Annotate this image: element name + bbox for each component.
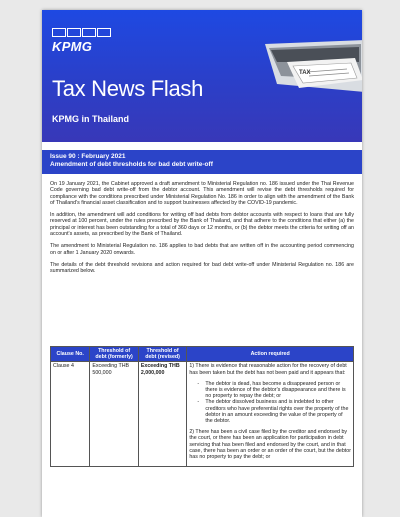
header-former: Threshold of debt (formerly) [90, 347, 138, 362]
header-revised: Threshold of debt (revised) [138, 347, 186, 362]
issue-bar [42, 150, 362, 174]
paragraph: In addition, the amendment will add conditions for writing off bad debts from debtor accounts with respect to loans that are fully reserved at 100 percent, under the rules prescribed by the Bank of Thailand, and that adhere to the conditions that either (a) the principal or interest has been outstanding for a total of 360 days or 12 months, or (b) the debtor meets the criteria for writing off an account's assets, as prescribed by the Bank of Thailand. [50, 212, 354, 238]
table-header-row [51, 347, 354, 362]
header-clause: Clause No. [51, 347, 90, 362]
article-body [50, 181, 354, 281]
action-item-1: 1) There is evidence that reasonable action for the recovery of debt has been taken but the debt has not been paid and it appears that: [189, 363, 347, 376]
kpmg-logo: KPMG [52, 39, 93, 54]
paragraph: On 19 January 2021, the Cabinet approved a draft amendment to Ministerial Regulation no. 186 issued under the Thai Revenue Code governing bad debt write-off from the debtor account. This amendment will revise the debt thresholds required for compliance with the conditions prescribed under Ministerial Regulation No. 186 in order to align with the amendment of the Bank of Thailand's financial asset classification and to support businesses affected by the COVID-19 pandemic. [50, 181, 354, 206]
table-row [51, 362, 354, 467]
action-bullets [189, 381, 351, 424]
newspaper-label: TAX [299, 70, 311, 76]
kpmg-logo-blocks [52, 28, 111, 37]
header-action: Action required [187, 347, 354, 362]
paragraph: The amendment to Ministerial Regulation no. 186 applies to bad debts that are written off in the accounting period commencing on or after 1 January 2020 onwards. [50, 243, 354, 256]
issue-number: Issue 90 : February 2021 [50, 153, 126, 160]
paragraph: The details of the debt threshold revisions and action required for bad debt write-off under Ministerial Regulation no. 186 are summarized below. [50, 261, 354, 275]
cell-former: Exceeding THB 500,000 [90, 362, 138, 467]
newsletter-title: Tax News Flash [52, 76, 204, 101]
newsletter-page [42, 10, 362, 517]
cell-revised: Exceeding THB 2,000,000 [138, 362, 186, 467]
newsletter-subtitle: KPMG in Thailand [52, 114, 130, 124]
issue-headline: Amendment of debt thresholds for bad debt write-off [50, 161, 213, 168]
bullet-item: - The debtor dissolved business and is indebted to other creditors who have preferential rights over the property of the debtor in an amount exceeding the value of the property of the debtor. [205, 399, 351, 424]
bullet-item: - The debtor is dead, has become a disappeared person or there is evidence of the debtor's disappearance and there is no property to repay the debt; or [205, 381, 351, 400]
mail-slot-newspaper-image [247, 40, 362, 118]
cell-action [187, 362, 354, 467]
action-item-2: 2) There has been a civil case filed by the creditor and endorsed by the court, or there has been an application for participation in debt servicing that has been filed and endorsed by the court, and in that case, there has been an order or an order of the court, but the debtor has no property to pay the debt; or [189, 429, 351, 461]
header-banner [42, 10, 362, 142]
threshold-table [50, 346, 354, 467]
cell-clause: Clause 4 [51, 362, 90, 467]
